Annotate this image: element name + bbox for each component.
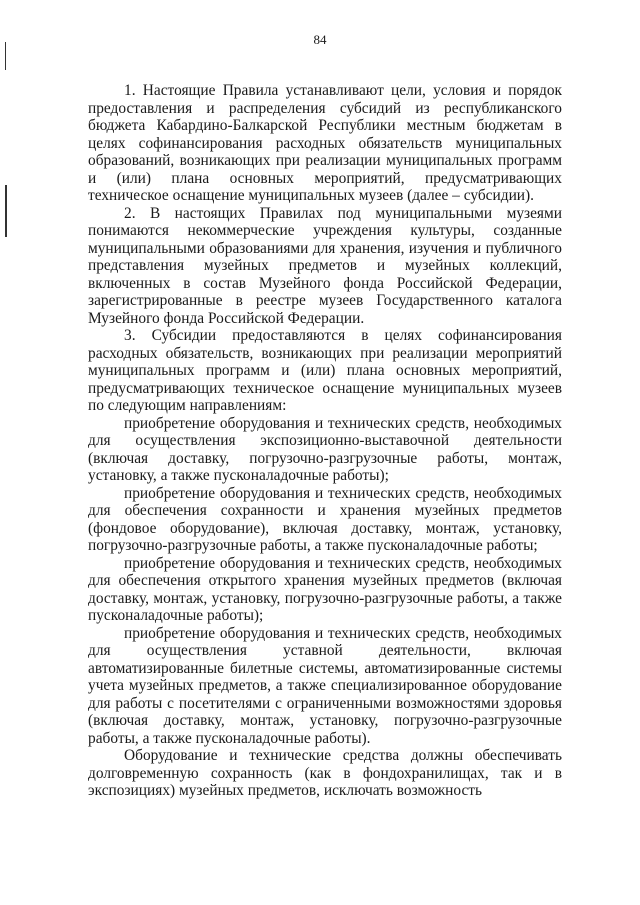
- document-body: [88, 82, 562, 800]
- paragraph-1: 1. Настоящие Правила устанавливают цели, условия и порядок предоставления и распределения субсидий из республиканского бюджета Кабардино-Балкарской Республики местным бюджетам в целях софинансирования расходных обязательств муниципальных образований, возникающих при реализации муниципальных программ и (или) плана основных мероприятий, предусматривающих техническое оснащение муниципальных музеев (далее – субсидии).: [88, 82, 562, 204]
- scan-margin-mark: [5, 185, 7, 237]
- list-item-open-storage-equipment: приобретение оборудования и технических средств, необходимых для обеспечения открытого хранения музейных предметов (включая доставку, монтаж, установку, погрузочно-разгрузочные работы, а также пусконаладочные работы);: [88, 554, 562, 624]
- page-number: 84: [313, 32, 327, 47]
- paragraph-equipment-requirements: Оборудование и технические средства должны обеспечивать долговременную сохранность (как в фондохранилищах, так и в экспозициях) музейных предметов, исключать возможность: [88, 747, 562, 799]
- scan-margin-mark: [5, 42, 6, 70]
- paragraph-3: 3. Субсидии предоставляются в целях софинансирования расходных обязательств, возникающих при реализации мероприятий муниципальных программ и (или) плана основных мероприятий, предусматривающих техническое оснащение муниципальных музеев по следующим направлениям:: [88, 327, 562, 414]
- list-item-storage-equipment: приобретение оборудования и технических средств, необходимых для обеспечения сохранности и хранения музейных предметов (фондовое оборудование), включая доставку, монтаж, установку, погрузочно-разгрузочные работы, а также пусконаладочные работы;: [88, 484, 562, 554]
- paragraph-2: 2. В настоящих Правилах под муниципальными музеями понимаются некоммерческие учреждения культуры, созданные муниципальными образованиями для хранения, изучения и публичного представления музейных предметов и музейных коллекций, включенных в состав Музейного фонда Российской Федерации, зарегистрированные в реестре музеев Государственного каталога Музейного фонда Российской Федерации.: [88, 204, 562, 327]
- list-item-statutory-equipment: приобретение оборудования и технических средств, необходимых для осуществления уставной деятельности, включая автоматизированные билетные системы, автоматизированные системы учета музейных предметов, а также специализированное оборудование для работы с посетителями с ограниченными возможностями здоровья (включая доставку, монтаж, установку, погрузочно-разгрузочные работы, а также пусконаладочные работы).: [88, 624, 562, 747]
- list-item-exhibition-equipment: приобретение оборудования и технических средств, необходимых для осуществления экспозиционно-выставочной деятельности (включая доставку, погрузочно-разгрузочные работы, монтаж, установку, а также пусконаладочные работы);: [88, 414, 562, 484]
